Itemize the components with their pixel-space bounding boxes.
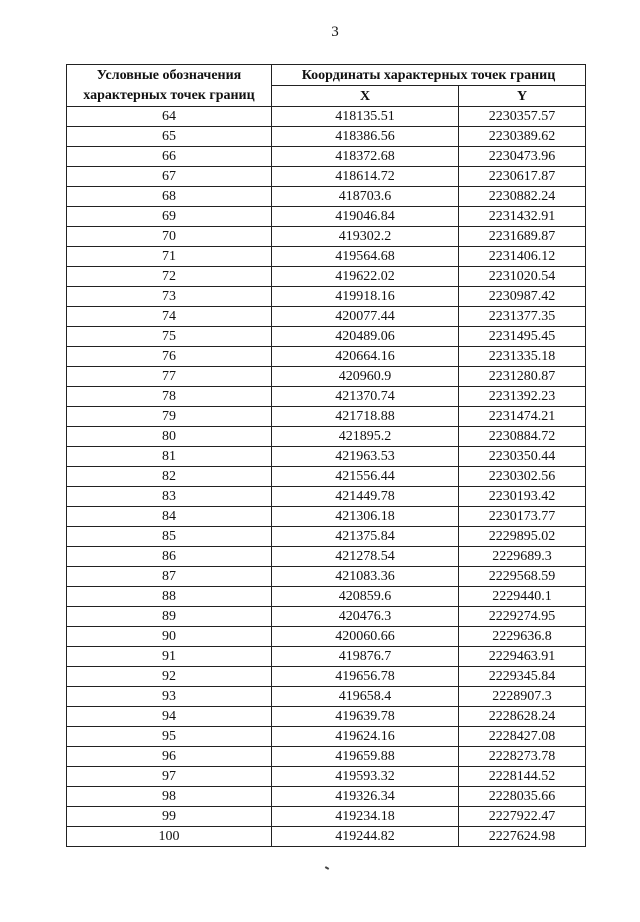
y-coordinate-cell: 2230173.77 (459, 507, 586, 527)
table-row (67, 227, 586, 247)
table-row (67, 427, 586, 447)
y-coordinate-cell: 2228144.52 (459, 767, 586, 787)
point-label-cell: 68 (67, 187, 272, 207)
table-row (67, 707, 586, 727)
x-coordinate-cell: 419302.2 (272, 227, 459, 247)
table-row (67, 467, 586, 487)
x-coordinate-cell: 420859.6 (272, 587, 459, 607)
x-coordinate-cell: 421278.54 (272, 547, 459, 567)
y-coordinate-cell: 2228628.24 (459, 707, 586, 727)
header-x: X (272, 86, 459, 107)
table-row (67, 567, 586, 587)
y-coordinate-cell: 2228907.3 (459, 687, 586, 707)
point-label-cell: 97 (67, 767, 272, 787)
x-coordinate-cell: 421449.78 (272, 487, 459, 507)
y-coordinate-cell: 2229463.91 (459, 647, 586, 667)
table-row (67, 107, 586, 127)
x-coordinate-cell: 421718.88 (272, 407, 459, 427)
y-coordinate-cell: 2231474.21 (459, 407, 586, 427)
x-coordinate-cell: 420476.3 (272, 607, 459, 627)
table-row (67, 167, 586, 187)
header-point-label: Условные обозначения характерных точек границ (67, 65, 272, 107)
point-label-cell: 89 (67, 607, 272, 627)
x-coordinate-cell: 418372.68 (272, 147, 459, 167)
page-number: 3 (331, 24, 339, 40)
table-row (67, 647, 586, 667)
y-coordinate-cell: 2230389.62 (459, 127, 586, 147)
y-coordinate-cell: 2230473.96 (459, 147, 586, 167)
point-label-cell: 86 (67, 547, 272, 567)
point-label-cell: 71 (67, 247, 272, 267)
table-row (67, 687, 586, 707)
table-row (67, 347, 586, 367)
point-label-cell: 70 (67, 227, 272, 247)
y-coordinate-cell: 2229345.84 (459, 667, 586, 687)
point-label-cell: 75 (67, 327, 272, 347)
table-header (67, 65, 586, 107)
x-coordinate-cell: 420060.66 (272, 627, 459, 647)
point-label-cell: 83 (67, 487, 272, 507)
table-row (67, 387, 586, 407)
boundary-points-table (66, 64, 586, 847)
point-label-cell: 65 (67, 127, 272, 147)
y-coordinate-cell: 2229568.59 (459, 567, 586, 587)
point-label-cell: 80 (67, 427, 272, 447)
point-label-cell: 100 (67, 827, 272, 847)
x-coordinate-cell: 418135.51 (272, 107, 459, 127)
table-row (67, 147, 586, 167)
point-label-cell: 76 (67, 347, 272, 367)
table-row (67, 207, 586, 227)
point-label-cell: 91 (67, 647, 272, 667)
y-coordinate-cell: 2231432.91 (459, 207, 586, 227)
table-row (67, 187, 586, 207)
x-coordinate-cell: 419622.02 (272, 267, 459, 287)
y-coordinate-cell: 2231280.87 (459, 367, 586, 387)
x-coordinate-cell: 419876.7 (272, 647, 459, 667)
table-row (67, 787, 586, 807)
y-coordinate-cell: 2230882.24 (459, 187, 586, 207)
y-coordinate-cell: 2229274.95 (459, 607, 586, 627)
x-coordinate-cell: 418703.6 (272, 187, 459, 207)
point-label-cell: 69 (67, 207, 272, 227)
table-row (67, 527, 586, 547)
point-label-cell: 92 (67, 667, 272, 687)
point-label-cell: 93 (67, 687, 272, 707)
point-label-cell: 67 (67, 167, 272, 187)
scan-speck (325, 866, 329, 870)
y-coordinate-cell: 2230987.42 (459, 287, 586, 307)
table-row (67, 447, 586, 467)
y-coordinate-cell: 2230193.42 (459, 487, 586, 507)
x-coordinate-cell: 419639.78 (272, 707, 459, 727)
point-label-cell: 94 (67, 707, 272, 727)
point-label-cell: 98 (67, 787, 272, 807)
x-coordinate-cell: 421306.18 (272, 507, 459, 527)
y-coordinate-cell: 2231335.18 (459, 347, 586, 367)
y-coordinate-cell: 2229440.1 (459, 587, 586, 607)
y-coordinate-cell: 2229689.3 (459, 547, 586, 567)
x-coordinate-cell: 421370.74 (272, 387, 459, 407)
header-coordinates: Координаты характерных точек границ (272, 65, 586, 86)
y-coordinate-cell: 2230884.72 (459, 427, 586, 447)
x-coordinate-cell: 421963.53 (272, 447, 459, 467)
y-coordinate-cell: 2229636.8 (459, 627, 586, 647)
point-label-cell: 66 (67, 147, 272, 167)
table-row (67, 727, 586, 747)
point-label-cell: 64 (67, 107, 272, 127)
x-coordinate-cell: 420489.06 (272, 327, 459, 347)
y-coordinate-cell: 2231377.35 (459, 307, 586, 327)
y-coordinate-cell: 2230357.57 (459, 107, 586, 127)
x-coordinate-cell: 421556.44 (272, 467, 459, 487)
x-coordinate-cell: 419244.82 (272, 827, 459, 847)
y-coordinate-cell: 2230302.56 (459, 467, 586, 487)
table-row (67, 547, 586, 567)
x-coordinate-cell: 420960.9 (272, 367, 459, 387)
x-coordinate-cell: 419656.78 (272, 667, 459, 687)
table-row (67, 747, 586, 767)
table-row (67, 607, 586, 627)
table-body (67, 107, 586, 847)
y-coordinate-cell: 2227922.47 (459, 807, 586, 827)
x-coordinate-cell: 418614.72 (272, 167, 459, 187)
point-label-cell: 77 (67, 367, 272, 387)
x-coordinate-cell: 419234.18 (272, 807, 459, 827)
table-row (67, 327, 586, 347)
y-coordinate-cell: 2227624.98 (459, 827, 586, 847)
table-row (67, 827, 586, 847)
x-coordinate-cell: 421375.84 (272, 527, 459, 547)
table-row (67, 807, 586, 827)
point-label-cell: 99 (67, 807, 272, 827)
x-coordinate-cell: 420077.44 (272, 307, 459, 327)
table-row (67, 767, 586, 787)
table-row (67, 487, 586, 507)
table-row (67, 507, 586, 527)
x-coordinate-cell: 419564.68 (272, 247, 459, 267)
x-coordinate-cell: 419659.88 (272, 747, 459, 767)
x-coordinate-cell: 419658.4 (272, 687, 459, 707)
table-row (67, 307, 586, 327)
point-label-cell: 82 (67, 467, 272, 487)
x-coordinate-cell: 419918.16 (272, 287, 459, 307)
x-coordinate-cell: 419326.34 (272, 787, 459, 807)
table-row (67, 587, 586, 607)
point-label-cell: 84 (67, 507, 272, 527)
x-coordinate-cell: 419046.84 (272, 207, 459, 227)
y-coordinate-cell: 2228035.66 (459, 787, 586, 807)
x-coordinate-cell: 421895.2 (272, 427, 459, 447)
y-coordinate-cell: 2231689.87 (459, 227, 586, 247)
x-coordinate-cell: 419624.16 (272, 727, 459, 747)
y-coordinate-cell: 2231020.54 (459, 267, 586, 287)
table-row (67, 247, 586, 267)
y-coordinate-cell: 2228273.78 (459, 747, 586, 767)
table-row (67, 407, 586, 427)
point-label-cell: 85 (67, 527, 272, 547)
table-row (67, 367, 586, 387)
y-coordinate-cell: 2229895.02 (459, 527, 586, 547)
point-label-cell: 81 (67, 447, 272, 467)
point-label-cell: 87 (67, 567, 272, 587)
point-label-cell: 79 (67, 407, 272, 427)
x-coordinate-cell: 420664.16 (272, 347, 459, 367)
y-coordinate-cell: 2230617.87 (459, 167, 586, 187)
y-coordinate-cell: 2230350.44 (459, 447, 586, 467)
x-coordinate-cell: 419593.32 (272, 767, 459, 787)
point-label-cell: 78 (67, 387, 272, 407)
x-coordinate-cell: 421083.36 (272, 567, 459, 587)
x-coordinate-cell: 418386.56 (272, 127, 459, 147)
table-row (67, 667, 586, 687)
point-label-cell: 74 (67, 307, 272, 327)
table-row (67, 287, 586, 307)
point-label-cell: 96 (67, 747, 272, 767)
header-y: Y (459, 86, 586, 107)
table-row (67, 267, 586, 287)
point-label-cell: 88 (67, 587, 272, 607)
point-label-cell: 72 (67, 267, 272, 287)
y-coordinate-cell: 2231406.12 (459, 247, 586, 267)
point-label-cell: 90 (67, 627, 272, 647)
table-row (67, 127, 586, 147)
table-row (67, 627, 586, 647)
y-coordinate-cell: 2228427.08 (459, 727, 586, 747)
y-coordinate-cell: 2231392.23 (459, 387, 586, 407)
point-label-cell: 95 (67, 727, 272, 747)
y-coordinate-cell: 2231495.45 (459, 327, 586, 347)
point-label-cell: 73 (67, 287, 272, 307)
